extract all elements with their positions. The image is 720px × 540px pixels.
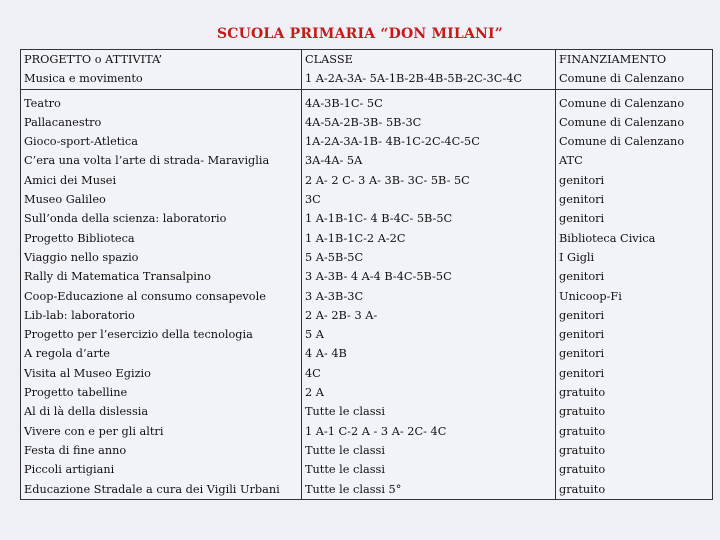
classes-item: Tutte le classi [305, 443, 385, 457]
header-project-cell [21, 50, 302, 90]
table-header-row [21, 50, 713, 90]
classes-item: 3A-4A- 5A [305, 154, 363, 168]
classes-item: 2 A- 2 C- 3 A- 3B- 3C- 5B- 5C [305, 173, 470, 187]
project-item: Progetto tabelline [24, 386, 128, 400]
header-class-label: CLASSE [305, 53, 353, 66]
header-project-value: Musica e movimento [24, 72, 143, 86]
project-item: A regola d’arte [24, 347, 110, 361]
funding-item: gratuito [559, 463, 606, 477]
project-item: Visita al Museo Egizio [24, 366, 151, 380]
classes-item: 3 A-3B-3C [305, 289, 364, 303]
classes-item: 4 A- 4B [305, 347, 347, 361]
classes-item: Tutte le classi [305, 463, 385, 477]
projects-column [21, 89, 302, 499]
funding-item: Comune di Calenzano [559, 135, 685, 149]
funding-item: genitori [559, 212, 605, 226]
classes-item: 4A-3B-1C- 5C [305, 96, 383, 110]
classes-item: 5 A [305, 328, 324, 342]
classes-item: 1 A-1B-1C-2 A-2C [305, 231, 406, 245]
funding-item: gratuito [559, 405, 606, 419]
project-item: Festa di fine anno [24, 443, 127, 457]
funding-item: Comune di Calenzano [559, 115, 685, 129]
header-funding-value: Comune di Calenzano [559, 72, 685, 86]
classes-item: 2 A [305, 386, 324, 400]
funding-item: gratuito [559, 482, 606, 496]
funding-item: genitori [559, 173, 605, 187]
funding-column [556, 89, 713, 499]
classes-item: Tutte le classi [305, 405, 385, 419]
classes-item: 1 A-1B-1C- 4 B-4C- 5B-5C [305, 212, 453, 226]
classes-item: 1A-2A-3A-1B- 4B-1C-2C-4C-5C [305, 135, 480, 149]
funding-item: gratuito [559, 424, 606, 438]
project-item: Progetto per l’esercizio della tecnologia [24, 328, 253, 342]
classes-item: 4A-5A-2B-3B- 5B-3C [305, 115, 422, 129]
classes-item: 5 A-5B-5C [305, 250, 364, 264]
project-item: Teatro [24, 96, 61, 110]
funding-item: I Gigli [559, 250, 595, 264]
classes-item: 3 A-3B- 4 A-4 B-4C-5B-5C [305, 270, 452, 284]
project-item: Lib-lab: laboratorio [24, 308, 135, 322]
project-item: C’era una volta l’arte di strada- Maraviglia [24, 154, 270, 168]
header-funding-label: FINANZIAMENTO [559, 53, 667, 66]
header-project-label: PROGETTO o ATTIVITA’ [24, 53, 163, 66]
project-item: Viaggio nello spazio [24, 250, 139, 264]
project-item: Amici dei Musei [24, 173, 117, 187]
funding-item: gratuito [559, 386, 606, 400]
table-body-row [21, 89, 713, 499]
project-item: Al di là della dislessia [24, 405, 149, 419]
project-item: Museo Galileo [24, 193, 106, 207]
projects-table [20, 49, 713, 500]
project-item: Piccoli artigiani [24, 463, 115, 477]
funding-item: genitori [559, 347, 605, 361]
project-item: Educazione Stradale a cura dei Vigili Urbani [24, 482, 280, 496]
project-item: Vivere con e per gli altri [24, 424, 164, 438]
project-item: Gioco-sport-Atletica [24, 135, 138, 149]
funding-item: Comune di Calenzano [559, 96, 685, 110]
project-item: Rally di Matematica Transalpino [24, 270, 211, 284]
funding-item: genitori [559, 270, 605, 284]
funding-item: genitori [559, 366, 605, 380]
funding-item: Biblioteca Civica [559, 231, 656, 245]
page-title: SCUOLA PRIMARIA “DON MILANI” [216, 26, 504, 42]
funding-item: genitori [559, 193, 605, 207]
header-funding-cell [556, 50, 713, 90]
funding-item: genitori [559, 328, 605, 342]
funding-item: genitori [559, 308, 605, 322]
funding-item: Unicoop-Fi [559, 289, 622, 303]
project-item: Coop-Educazione al consumo consapevole [24, 289, 266, 303]
classes-item: 2 A- 2B- 3 A- [305, 308, 378, 322]
project-item: Pallacanestro [24, 115, 102, 129]
header-class-value: 1 A-2A-3A- 5A-1B-2B-4B-5B-2C-3C-4C [305, 72, 523, 86]
funding-item: gratuito [559, 443, 606, 457]
funding-item: ATC [559, 154, 583, 168]
project-item: Progetto Biblioteca [24, 231, 135, 245]
classes-column [302, 89, 556, 499]
classes-item: 3C [305, 193, 321, 207]
header-class-cell [302, 50, 556, 90]
project-item: Sull’onda della scienza: laboratorio [24, 212, 227, 226]
classes-item: 1 A-1 C-2 A - 3 A- 2C- 4C [305, 424, 447, 438]
classes-item: 4C [305, 366, 321, 380]
classes-item: Tutte le classi 5° [305, 482, 402, 496]
